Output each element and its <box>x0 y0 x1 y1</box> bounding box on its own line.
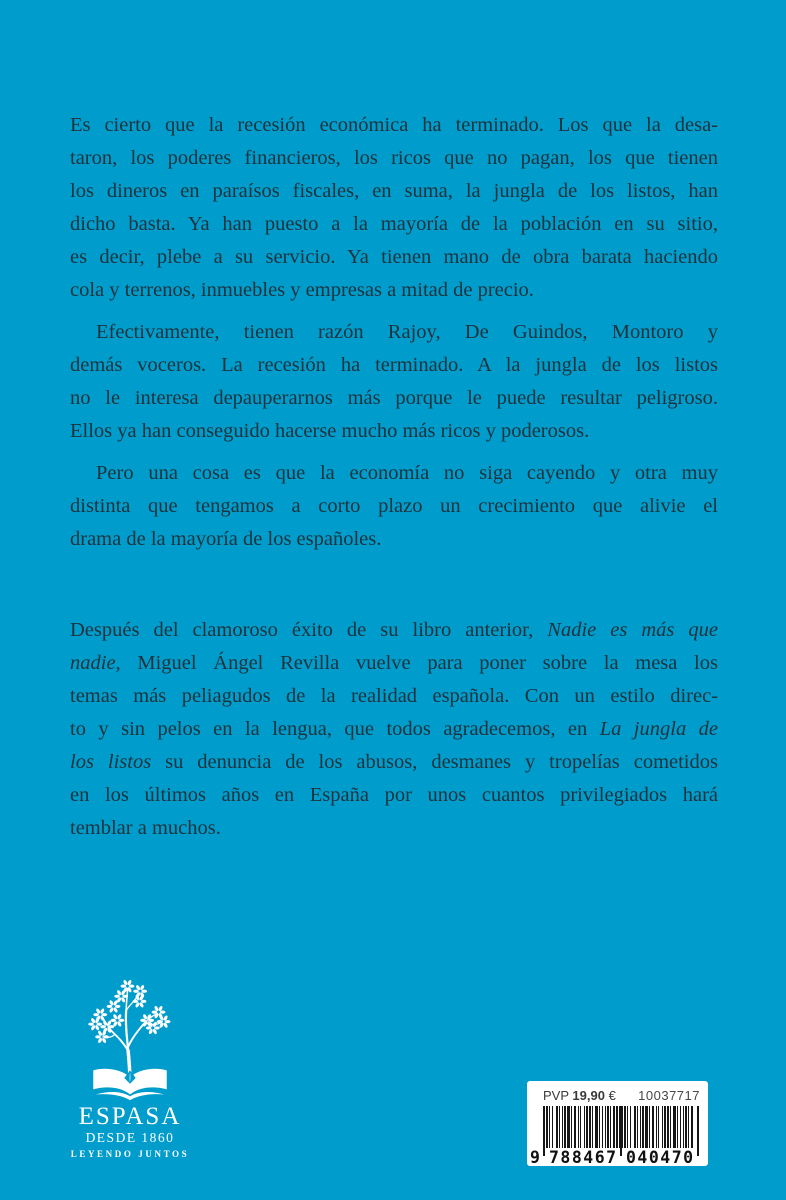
barcode-bar <box>624 1106 626 1148</box>
barcode-bar <box>574 1106 576 1148</box>
currency-symbol: € <box>608 1088 616 1103</box>
barcode-bar <box>602 1106 603 1148</box>
barcode-bar <box>627 1106 628 1148</box>
barcode-bar <box>586 1106 588 1148</box>
body-text-line: demás voceros. La recesión ha terminado. A la jungla de los listos <box>70 354 718 376</box>
body-text-line: drama de la mayoría de los españoles. <box>70 528 382 550</box>
ean-barcode <box>530 1106 699 1168</box>
paragraph <box>70 109 718 307</box>
barcode-bar <box>673 1106 676 1148</box>
barcode-bar <box>658 1106 659 1148</box>
body-text-line: Ellos ya han conseguido hacerse mucho más ricos y poderosos. <box>70 420 590 442</box>
publisher-tagline: LEYENDO JUNTOS <box>70 1149 190 1159</box>
barcode-bar <box>634 1106 636 1148</box>
barcode-bar <box>562 1106 563 1148</box>
barcode-bar <box>688 1106 689 1148</box>
body-text-line: Después del clamoroso éxito de su libro anterior, Nadie es más que <box>70 619 718 641</box>
price-row <box>527 1081 708 1103</box>
body-text-line: en los últimos años en España por unos cuantos privilegiados hará <box>70 784 718 806</box>
body-text-line: temas más peliagudos de la realidad española. Con un estilo direc- <box>70 685 718 707</box>
barcode-bar <box>595 1106 598 1148</box>
body-text-line: to y sin pelos en la lengua, que todos agradecemos, en La jungla de <box>70 718 718 740</box>
price-text <box>543 1088 616 1103</box>
barcode-bar <box>567 1106 570 1148</box>
barcode-bar <box>680 1106 681 1148</box>
isbn-group2: 040470 <box>626 1148 695 1167</box>
barcode-bar <box>599 1106 600 1148</box>
barcode-bar <box>556 1106 558 1148</box>
barcode-bar <box>571 1106 572 1148</box>
barcode-bar <box>637 1106 638 1148</box>
body-text-line: nadie, Miguel Ángel Revilla vuelve para poner sobre la mesa los <box>70 652 718 674</box>
barcode-bar <box>589 1106 591 1148</box>
barcode-bar <box>546 1106 548 1148</box>
paragraph <box>70 614 718 845</box>
body-text-line: distinta que tengamos a corto plazo un crecimiento que alivie el <box>70 495 718 517</box>
barcode-bar <box>584 1106 585 1148</box>
paragraph <box>70 457 718 556</box>
back-cover-text <box>70 109 718 854</box>
price-value: 19,90 <box>572 1088 605 1103</box>
barcode-bar <box>670 1106 671 1148</box>
body-text-line: taron, los poderes financieros, los ricos que no pagan, los que tienen <box>70 147 718 169</box>
barcode-bar <box>642 1106 644 1148</box>
body-text-line: Efectivamente, tienen razón Rajoy, De Guindos, Montoro y <box>96 321 718 343</box>
barcode-bar <box>649 1106 650 1148</box>
body-text-line: cola y terrenos, inmuebles y empresas a mitad de precio. <box>70 279 534 301</box>
barcode-bar <box>662 1106 663 1148</box>
body-text-line: temblar a muchos. <box>70 817 221 839</box>
body-text-line: es decir, plebe a su servicio. Ya tienen mano de obra barata haciendo <box>70 246 718 268</box>
publisher-subtitle: DESDE 1860 <box>85 1130 175 1145</box>
paragraph <box>70 316 718 448</box>
pvp-label: PVP <box>543 1088 569 1103</box>
barcode-bar <box>683 1106 684 1148</box>
product-code: 10037717 <box>638 1088 700 1103</box>
tree-leaves <box>88 979 170 1043</box>
logo-book <box>93 1069 167 1100</box>
isbn-group1: 788467 <box>549 1148 618 1167</box>
body-text-line: los dineros en paraísos fiscales, en suma, la jungla de los listos, han <box>70 180 718 202</box>
barcode-bar <box>610 1106 611 1148</box>
barcode-bar <box>677 1106 678 1148</box>
barcode-bar <box>664 1106 666 1148</box>
body-text-line: Pero una cosa es que la economía no siga cayendo y otra muy <box>96 462 718 484</box>
body-text-line: los listos su denuncia de los abusos, desmanes y tropelías cometidos <box>70 751 718 773</box>
barcode-bar <box>580 1106 581 1148</box>
body-text-line: no le interesa depauperarnos más porque le puede resultar peligroso. <box>70 387 718 409</box>
isbn-number <box>530 1148 699 1168</box>
barcode-bar <box>652 1106 654 1148</box>
barcode-bar <box>645 1106 648 1148</box>
barcode-bar <box>685 1106 687 1148</box>
body-text-line: dicho basta. Ya han puesto a la mayoría de la población en su sitio, <box>70 213 718 235</box>
isbn-first-digit: 9 <box>530 1148 542 1167</box>
barcode-bar <box>552 1106 553 1148</box>
barcode-bar <box>667 1106 669 1148</box>
barcode-bar <box>691 1106 693 1148</box>
barcode-bar <box>656 1106 657 1148</box>
espasa-logo <box>64 976 196 1159</box>
body-text-line: Es cierto que la recesión económica ha terminado. Los que la desa- <box>70 114 718 136</box>
barcode-bar <box>605 1106 606 1148</box>
barcode-bar <box>578 1106 579 1148</box>
barcode-bar <box>613 1106 615 1148</box>
barcode-bar <box>640 1106 641 1148</box>
price-barcode-label <box>527 1081 708 1166</box>
barcode-bar <box>622 1106 623 1148</box>
barcode-bar <box>564 1106 566 1148</box>
barcode-bar <box>607 1106 609 1148</box>
tree-book-logo-icon <box>67 976 193 1104</box>
barcode-bar <box>549 1106 550 1148</box>
publisher-name: ESPASA <box>78 1103 182 1130</box>
barcode-bar <box>559 1106 560 1148</box>
barcode-bar <box>616 1106 618 1148</box>
barcode-bar <box>630 1106 631 1148</box>
barcode-bar <box>592 1106 593 1148</box>
